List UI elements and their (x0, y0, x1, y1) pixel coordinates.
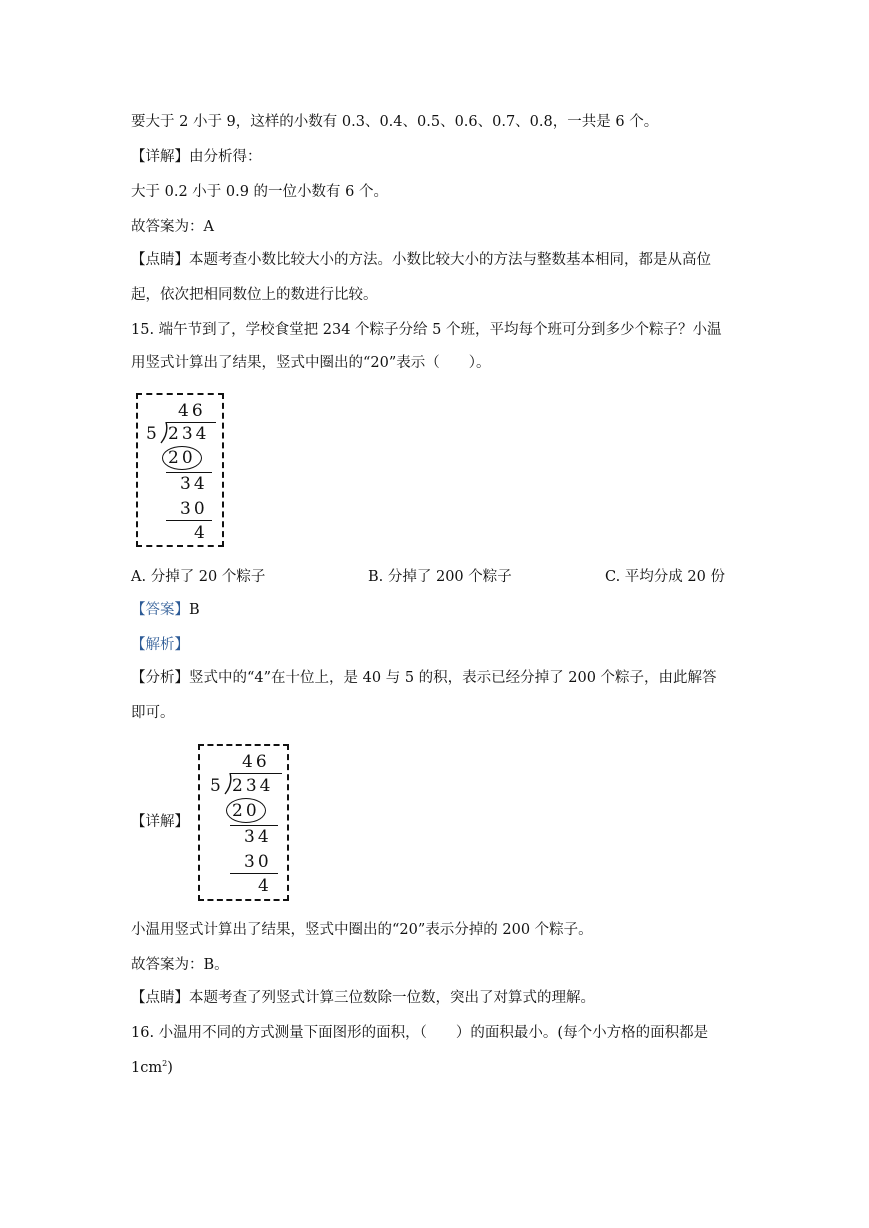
analysis-line-2: 即可。 (131, 705, 175, 721)
detail-heading: 【详解】由分析得： (131, 149, 262, 165)
comment-line: 【点睛】本题考查小数比较大小的方法。小数比较大小的方法与整数基本相同，都是从高位 (131, 252, 711, 268)
subtraction-line (230, 873, 278, 874)
quotient: 46 (242, 752, 270, 772)
division-bar (166, 422, 216, 423)
option-a: A. 分掉了 20 个粽子 (131, 569, 266, 585)
analysis-line-1: 【分析】竖式中的“4”在十位上，是 40 与 5 的积，表示已经分掉了 200 个粽子，由此解答 (131, 670, 717, 686)
product-step-2: 30 (180, 499, 208, 519)
remainder-step-1: 34 (180, 474, 208, 494)
text-line: 要大于 2 小于 9，这样的小数有 0.3、0.4、0.5、0.6、0.7、0.8，一共是 6 个。 (131, 114, 659, 130)
remainder-step-1: 34 (244, 827, 272, 847)
question-16-line-1: 16. 小温用不同的方式测量下面图形的面积，（ ）的面积最小。(每个小方格的面积都是 (131, 1025, 709, 1041)
subtraction-line (166, 472, 212, 473)
dividend: 234 (232, 776, 274, 796)
unit-exponent: 2 (162, 1059, 168, 1069)
comment-line: 【点睛】本题考查了列竖式计算三位数除一位数，突出了对算式的理解。 (131, 990, 595, 1006)
answer-line (131, 600, 200, 620)
product-step-1: 20 (232, 801, 260, 821)
answer-tag: 【答案】 (131, 602, 189, 618)
divisor: 5 (210, 776, 224, 796)
answer-line: 故答案为：A (131, 219, 214, 235)
question-15-line-2: 用竖式计算出了结果，竖式中圈出的“20”表示（ ）。 (131, 355, 491, 371)
closing-paren: ) (167, 1060, 173, 1076)
answer-line: 故答案为：B。 (131, 957, 229, 973)
division-bracket (224, 773, 232, 795)
divisor: 5 (146, 424, 160, 444)
area-unit: 1cm (131, 1060, 163, 1076)
option-b: B. 分掉了 200 个粽子 (368, 569, 512, 585)
option-c: C. 平均分成 20 份 (605, 569, 725, 585)
text-line: 大于 0.2 小于 0.9 的一位小数有 6 个。 (131, 184, 388, 200)
long-division-figure (136, 393, 224, 547)
analysis-tag: 【解析】 (131, 637, 189, 653)
division-bracket (160, 422, 168, 444)
detail-label: 【详解】 (131, 814, 189, 830)
question-16-line-2 (131, 1058, 173, 1078)
product-step-2: 30 (244, 852, 272, 872)
detail-text: 小温用竖式计算出了结果，竖式中圈出的“20”表示分掉的 200 个粽子。 (131, 922, 593, 938)
quotient: 46 (178, 401, 206, 421)
product-step-1: 20 (168, 448, 196, 468)
answer-value: B (189, 602, 200, 618)
dividend: 234 (168, 424, 210, 444)
comment-line-continued: 起，依次把相同数位上的数进行比较。 (131, 287, 378, 303)
question-15-line-1: 15. 端午节到了，学校食堂把 234 个粽子分给 5 个班，平均每个班可分到多少个粽子？小温 (131, 322, 722, 338)
division-bar (230, 773, 282, 774)
long-division-figure (198, 744, 289, 901)
final-remainder: 4 (258, 876, 272, 896)
subtraction-line (230, 825, 278, 826)
subtraction-line (166, 520, 212, 521)
final-remainder: 4 (194, 523, 208, 543)
